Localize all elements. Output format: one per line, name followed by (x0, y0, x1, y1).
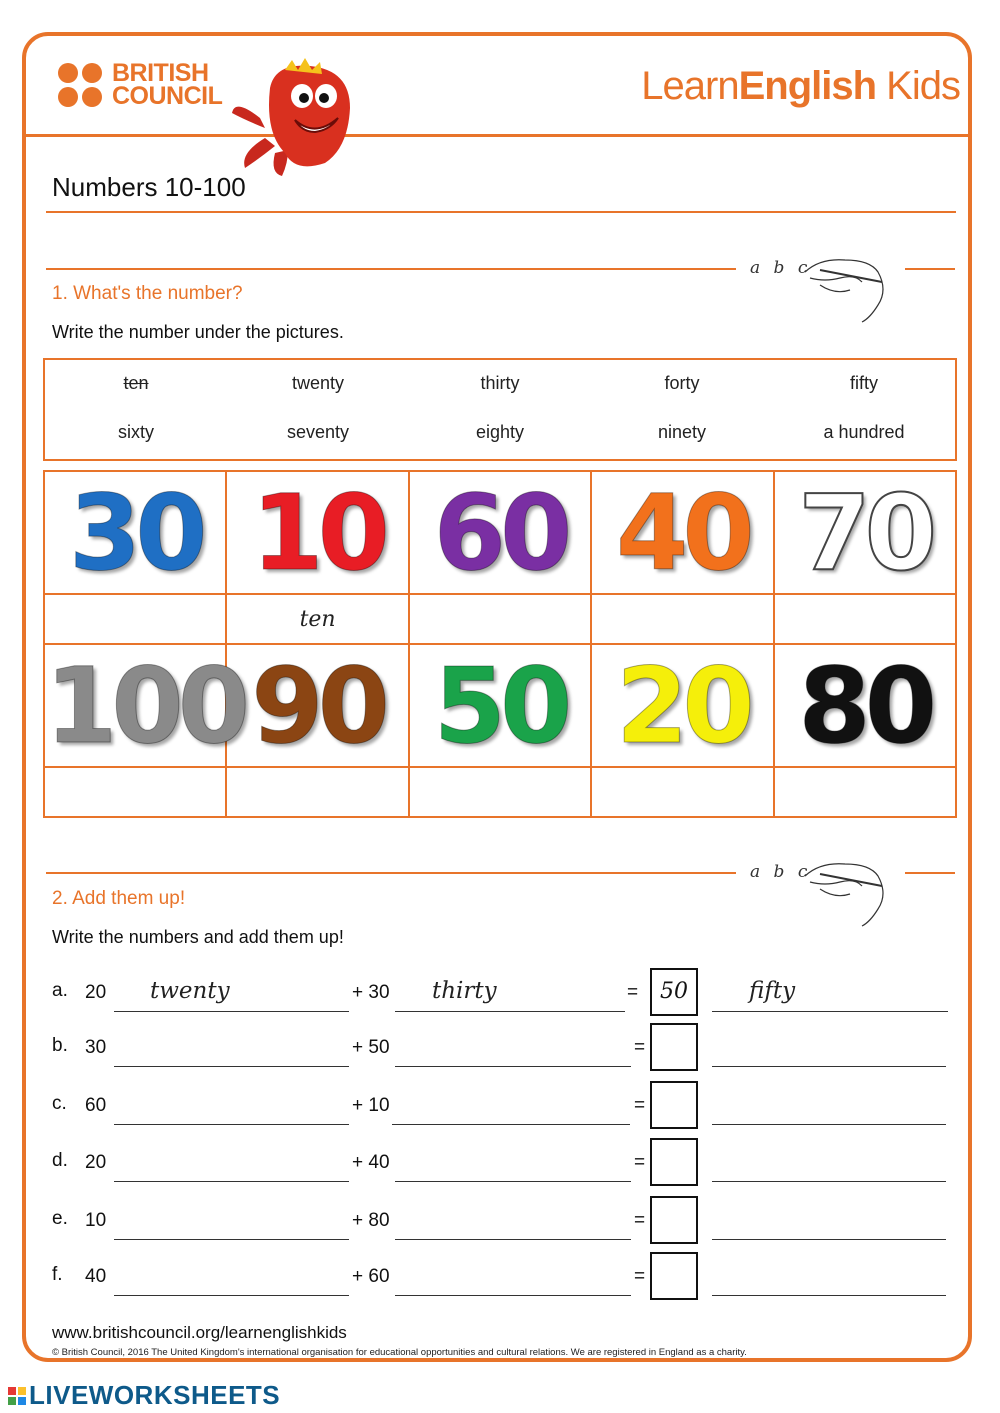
equals-sign: = (634, 1266, 646, 1287)
section1-heading: 1. What's the number? (52, 283, 243, 304)
bc-logo-line2: COUNCIL (112, 82, 223, 110)
answer-word-1: twenty (150, 978, 230, 1004)
answer-line-2[interactable] (395, 1295, 631, 1297)
number-picture: 40 (616, 471, 749, 594)
answer-cell[interactable]: ten (226, 594, 408, 644)
problem-letter: e. (52, 1208, 68, 1229)
lek-english: English (738, 64, 877, 108)
number-picture: 80 (798, 644, 932, 767)
monster-mascot-icon (230, 58, 365, 178)
learnenglish-kids-logo (641, 64, 960, 109)
writing-hand-icon (800, 854, 895, 929)
problem-letter: f. (52, 1264, 63, 1285)
problem-number-1: 30 (85, 1037, 107, 1058)
bc-dots-icon (58, 63, 102, 107)
answer-line-1[interactable] (114, 1066, 349, 1068)
answer-line-1[interactable] (114, 1181, 349, 1183)
number-picture: 60 (433, 471, 567, 594)
answer-cell[interactable] (409, 594, 591, 644)
word-bank-item: fifty (849, 373, 878, 393)
word-bank-row-2 (45, 422, 955, 443)
british-council-logo (58, 59, 223, 110)
problem-row (52, 1264, 952, 1304)
number-picture: 20 (616, 644, 749, 767)
problem-addend: + 80 (352, 1210, 390, 1231)
problem-row (52, 1208, 952, 1248)
word-bank-row-1 (45, 373, 955, 394)
footer-url[interactable]: www.britishcouncil.org/learnenglishkids (52, 1323, 347, 1342)
liveworksheets-logo (8, 1380, 280, 1411)
problem-addend: + 30 (352, 982, 390, 1003)
answer-line-1[interactable] (114, 1239, 349, 1241)
section2-instruction: Write the numbers and add them up! (52, 927, 344, 947)
problem-letter: d. (52, 1150, 68, 1171)
answer-word-2: thirty (432, 978, 497, 1004)
problem-number-1: 40 (85, 1266, 107, 1287)
liveworksheets-text: LIVEWORKSHEETS (29, 1380, 281, 1410)
word-bank-item: twenty (291, 373, 345, 393)
answer-line-1[interactable] (114, 1295, 349, 1297)
sum-word-line[interactable] (712, 1124, 946, 1126)
sum-box[interactable] (650, 1196, 698, 1244)
section1-abc: a b c (750, 258, 812, 278)
problem-row (52, 1093, 952, 1133)
sum-word-line[interactable] (712, 1239, 946, 1241)
equals-sign: = (634, 1095, 646, 1116)
page-title: Numbers 10-100 (52, 172, 246, 202)
problem-addend: + 50 (352, 1037, 390, 1058)
problem-letter: b. (52, 1035, 68, 1056)
answer-line-2[interactable] (395, 1066, 631, 1068)
number-picture: 70 (798, 471, 932, 594)
problem-number-1: 10 (85, 1210, 107, 1231)
word-bank-item: forty (664, 373, 700, 393)
word-bank-item: sixty (118, 422, 154, 442)
answer-cell[interactable] (44, 594, 226, 644)
answer-line-2[interactable] (395, 1181, 631, 1183)
problem-letter: c. (52, 1093, 67, 1114)
section2-rule-left (46, 872, 736, 874)
equals-sign: = (634, 1152, 646, 1173)
number-picture: 50 (433, 644, 567, 767)
word-bank-item: eighty (475, 422, 525, 442)
problem-row (52, 1150, 952, 1190)
problem-row (52, 980, 952, 1020)
section2-heading: 2. Add them up! (52, 888, 186, 909)
problem-addend: + 60 (352, 1266, 390, 1287)
word-bank-item: thirty (480, 373, 520, 393)
word-bank-item: a hundred (823, 422, 905, 442)
problem-number-1: 60 (85, 1095, 107, 1116)
number-picture: 90 (251, 644, 384, 767)
header-divider (26, 134, 972, 137)
sum-box[interactable] (650, 1138, 698, 1186)
problem-letter: a. (52, 980, 68, 1001)
word-bank-item: ten (123, 373, 149, 393)
lek-kids: Kids (876, 64, 960, 108)
section1-rule-left (46, 268, 736, 270)
problem-addend: + 40 (352, 1152, 390, 1173)
writing-hand-icon (800, 250, 895, 325)
answer-cell[interactable] (591, 767, 773, 817)
sum-word-line[interactable] (712, 1011, 948, 1013)
footer-copyright: © British Council, 2016 The United Kingdom's international organisation for educational opportunities and cultural relations. We are registered in England as a charity. (52, 1347, 747, 1358)
answer-cell[interactable] (774, 594, 956, 644)
picture-row-2 (44, 644, 956, 767)
sum-word-line[interactable] (712, 1066, 946, 1068)
answer-row-1 (44, 594, 956, 644)
sum-box[interactable] (650, 1023, 698, 1071)
answer-row-2 (44, 767, 956, 817)
bc-logo-line1: BRITISH (112, 59, 209, 87)
answer-cell[interactable] (44, 767, 226, 817)
word-bank (43, 358, 957, 461)
section1-instruction: Write the number under the pictures. (52, 322, 344, 342)
answer-cell[interactable] (774, 767, 956, 817)
sum-box[interactable] (650, 1081, 698, 1129)
section2-rule-right (905, 872, 955, 874)
equals-sign: = (634, 1037, 646, 1058)
equals-sign: = (634, 1210, 646, 1231)
word-bank-item: seventy (286, 422, 350, 442)
number-picture: 100 (45, 644, 245, 767)
liveworksheets-icon (8, 1387, 26, 1405)
sum-box[interactable] (650, 1252, 698, 1300)
sum-word-line[interactable] (712, 1181, 946, 1183)
problem-addend: + 10 (352, 1095, 390, 1116)
section2-abc: a b c (750, 862, 812, 882)
equals-sign: = (627, 982, 639, 1003)
lek-learn: Learn (641, 64, 739, 108)
sum-box[interactable]: 50 (650, 968, 698, 1016)
section1-rule-right (905, 268, 955, 270)
answer-cell[interactable] (226, 767, 408, 817)
sum-word-line[interactable] (712, 1295, 946, 1297)
word-bank-item: ninety (657, 422, 707, 442)
number-picture: 30 (68, 471, 202, 594)
problem-number-1: 20 (85, 1152, 107, 1173)
answer-line-2[interactable] (392, 1124, 630, 1126)
picture-row-1 (44, 471, 956, 594)
problem-row (52, 1035, 952, 1075)
answer-line-1[interactable] (114, 1124, 349, 1126)
answer-line-2[interactable] (395, 1011, 625, 1013)
title-underline (46, 211, 956, 213)
number-picture: 10 (251, 471, 384, 594)
answer-line-1[interactable] (114, 1011, 349, 1013)
answer-line-2[interactable] (395, 1239, 631, 1241)
problem-number-1: 20 (85, 982, 107, 1003)
number-grid (43, 470, 957, 818)
sum-word: fifty (749, 978, 796, 1004)
answer-cell[interactable] (591, 594, 773, 644)
answer-cell[interactable] (409, 767, 591, 817)
